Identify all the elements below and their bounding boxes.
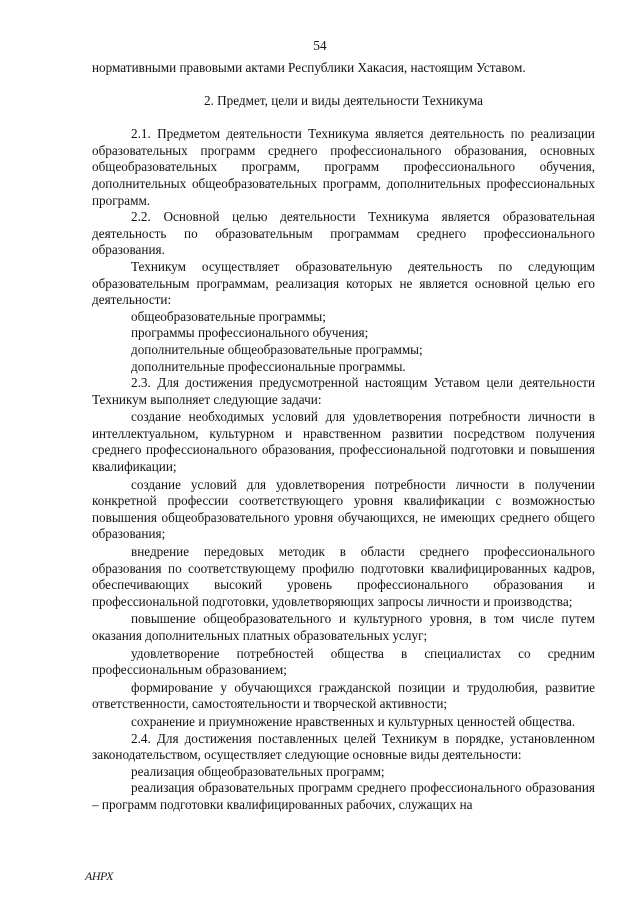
paragraph-other-programs: Техникум осуществляет образовательную деятельность по следующим образовательным программам, реализация которых не является основной целью его деятельности: (92, 258, 595, 308)
task-item: повышение общеобразовательного и культурного уровня, в том числе путем оказания дополнительных платных образовательных услуг; (92, 611, 595, 643)
list-item: дополнительные общеобразовательные программы; (131, 341, 423, 357)
paragraph-2-2: 2.2. Основной целью деятельности Техникума является образовательная деятельность по образовательным программам среднего профессионального образования. (92, 209, 595, 258)
task-item: внедрение передовых методик в области среднего профессионального образования по соответствующему профилю подготовки квалифицированных кадров, обеспечивающих высокий уровень профессионального образования и профессиональной подготовки, удовлетворяющих запросы личности и производства; (92, 544, 595, 609)
activity-item: реализация общеобразовательных программ; (131, 763, 385, 779)
task-item: удовлетворение потребностей общества в специалистах со средним профессиональным образованием; (92, 645, 595, 678)
paragraph-2-1: 2.1. Предметом деятельности Техникума является деятельность по реализации образовательных программ среднего профессионального образования, основных общеобразовательных программ, программ профессионального обучения, дополнительных общеобразовательных программ, дополнительных профессиональных программ. (92, 126, 595, 208)
paragraph-2-3: 2.3. Для достижения предусмотренной настоящим Уставом цели деятельности Техникум выполняет следующие задачи: (92, 375, 595, 407)
task-item: создание условий для удовлетворения потребности личности в получении конкретной профессии соответствующего уровня квалификации с возможностью повышения общеобразовательного уровня обучающихся, не имеющих среднего общего образования; (92, 476, 595, 542)
page-number: 54 (313, 38, 327, 53)
task-item: создание необходимых условий для удовлетворения потребности личности в интеллектуальном, культурном и нравственном развитии посредством получения среднего профессионального образования, профессиональной подготовки и повышения квалификации; (92, 409, 595, 475)
task-item: формирование у обучающихся гражданской позиции и трудолюбия, развитие ответственности, самостоятельности и творческой активности; (92, 679, 595, 712)
paragraph-2-4: 2.4. Для достижения поставленных целей Техникум в порядке, установленном законодательством, осуществляет следующие основные виды деятельности: (92, 730, 595, 763)
document-body (92, 60, 595, 814)
intro-line: нормативными правовыми актами Республики Хакасия, настоящим Уставом. (92, 60, 526, 75)
section-heading: 2. Предмет, цели и виды деятельности Техникума (203, 92, 484, 108)
list-item: программы профессионального обучения; (131, 325, 369, 341)
task-item: сохранение и приумножение нравственных и культурных ценностей общества. (131, 713, 576, 729)
activity-item: реализация образовательных программ среднего профессионального образования – программ подготовки квалифицированных рабочих, служащих на (92, 780, 595, 812)
list-item: общеобразовательные программы; (131, 308, 326, 324)
initials-signature: АНРХ (85, 869, 113, 883)
list-item: дополнительные профессиональные программы. (131, 358, 406, 374)
